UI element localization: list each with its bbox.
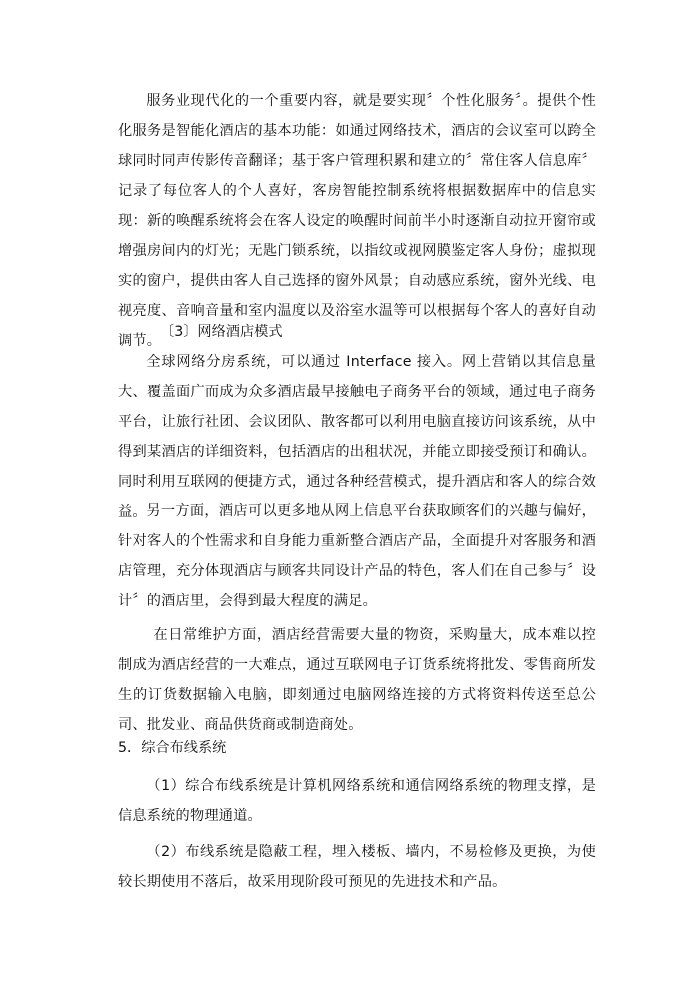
paragraph-cabling-point-2: （2）布线系统是隐蔽工程，埋入楼板、墙内，不易检修及更换，为使较长期使用不落后，故采用现阶段可预见的先进技术和产品。 [118,844,596,890]
heading-network-hotel-mode: 〔3〕网络酒店模式 [160,324,283,340]
paragraph-personalized-service: 服务业现代化的一个重要内容，就是要实现〞个性化服务〞。提供个性化服务是智能化酒店的基本功能：如通过网络技术，酒店的会议室可以跨全球同时同声传影传音翻译；基于客户管理积累和建立的〞常住客人信息库〞记录了每位客人的个人喜好，客房智能控制系统将根据数据库中的信息实现：新的唤醒系统将会在客人设定的唤醒时间前半小时逐渐自动拉开窗帘或增强房间内的灯光；无匙门锁系统，以指纹或视网膜鉴定客人身份；虚拟现实的窗户，提供由客人自己选择的窗外风景；自动感应系统，窗外光线、电视亮度、音响音量和室内温度以及浴室水温等可以根据每个客人的喜好自动调节。 [118,93,596,349]
paragraph-cabling-point-1: （1）综合布线系统是计算机网络系统和通信网络系统的物理支撑，是信息系统的物理通道。 [118,778,596,824]
heading-integrated-cabling: 5．综合布线系统 [118,740,227,756]
paragraph-network-booking: 全球网络分房系统，可以通过 Interface 接入。网上营销以其信息量大、覆盖面广而成为众多酒店最早接触电子商务平台的领域，通过电子商务平台，让旅行社团、会议团队、散客都可以利用电脑直接访问该系统，从中得到某酒店的详细资料，包括酒店的出租状况，并能立即接受预订和确认。同时利用互联网的便捷方式，通过各种经营模式，提升酒店和客人的综合效益。 [118,354,596,520]
paragraph-customer-preference: 另一方面，酒店可以更多地从网上信息平台获取顾客们的兴趣与偏好，针对客人的个性需求和自身能力重新整合酒店产品，全面提升对客服务和酒店管理，充分体现酒店与顾客共同设计产品的特色，客人们在自己参与〞设计〞的酒店里，会得到最大程度的满足。 [118,503,596,609]
paragraph-daily-maintenance: 在日常维护方面，酒店经营需要大量的物资，采购量大，成本难以控制成为酒店经营的一大难点，通过互联网电子订货系统将批发、零售商所发生的订货数据输入电脑，即刻通过电脑网络连接的方式将资料传送至总公司、批发业、商品供货商或制造商处。 [118,627,596,733]
